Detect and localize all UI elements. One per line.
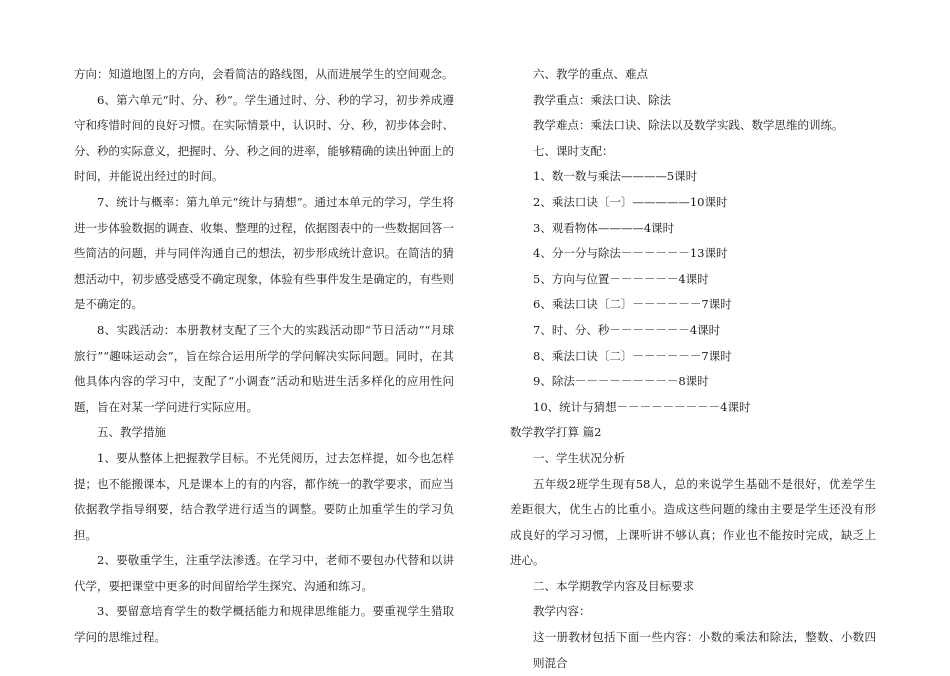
heading-teaching-measures: 五、教学措施 (97, 425, 166, 440)
schedule-item: 8、乘法口诀〔二〕－－－－－－7课时 (533, 348, 732, 363)
schedule-item: 10、统计与猜想－－－－－－－－－4课时 (533, 399, 751, 414)
heading-student-analysis: 一、学生状况分析 (533, 450, 625, 465)
paragraph-student-analysis: 五年级2班学生现有58人，总的来说学生基础不是很好，优差学生差距很大，优生占的比重小。造成这些问题的缘由主要是学生还没有形成良好的学习习惯，上课听讲不够认真；作业也不能按时完成，缺乏上进心。 (510, 476, 876, 568)
section-title-plan-2: 数学教学打算 篇2 (510, 425, 602, 440)
line-teaching-content: 教学内容： (533, 604, 591, 619)
heading-content-goals: 二、本学期教学内容及目标要求 (533, 578, 694, 593)
schedule-item: 2、乘法口诀〔一〕—————10课时 (533, 194, 728, 209)
paragraph-direction: 方向：知道地图上的方向，会看简洁的路线图，从而进展学生的空间观念。 (74, 67, 454, 81)
schedule-item: 9、除法－－－－－－－－－8课时 (533, 374, 709, 389)
paragraph-measure-1: 1、要从整体上把握教学目标。不光凭阅历，过去怎样提，如今也怎样提；也不能搬课本，凡是课本上的有的内容，都作统一的教学要求，而应当依据教学指导纲要，结合教学进行适当的调整。要防止加重学生的学习负担。 (74, 450, 454, 542)
schedule-item: 4、分一分与除法－－－－－－13课时 (533, 246, 728, 261)
line-key-point: 教学重点：乘法口诀、除法 (533, 92, 671, 107)
paragraph-measure-2: 2、要敬重学生，注重学法渗透。在学习中，老师不要包办代替和以讲代学，要把课堂中更多的时间留给学生探究、沟通和练习。 (74, 553, 454, 593)
schedule-item: 5、方向与位置－－－－－－4课时 (533, 271, 709, 286)
left-column (74, 62, 454, 651)
paragraph-unit-six: 6、第六单元“时、分、秒”。学生通过时、分、秒的学习，初步养成遵守和疼惜时间的良好习惯。在实际情景中，认识时、分、秒，初步体会时、分、秒的实际意义，把握时、分、秒之间的进率，能够精确的读出钟面上的时间，并能说出经过的时间。 (74, 92, 454, 184)
heading-key-points: 六、教学的重点、难点 (533, 67, 648, 81)
right-column (510, 62, 876, 676)
heading-lesson-schedule: 七、课时支配： (533, 143, 614, 158)
schedule-item: 1、数一数与乘法————5课时 (533, 169, 698, 184)
paragraph-statistics: 7、统计与概率：第九单元“统计与猜想”。通过本单元的学习，学生将进一步体验数据的调查、收集、整理的过程，依据图表中的一些数据回答一些简洁的问题，并与同伴沟通自己的想法，初步形成统计意识。在简洁的猜想活动中，初步感受感受不确定现象，体验有些事件发生是确定的，有些则是不确定的。 (74, 194, 454, 312)
schedule-item: 7、时、分、秒－－－－－－－4课时 (533, 322, 721, 337)
paragraph-measure-3: 3、要留意培育学生的数学概括能力和规律思维能力。要重视学生猎取学问的思维过程。 (74, 604, 454, 645)
paragraph-practice: 8、实践活动：本册教材支配了三个大的实践活动即“节日活动”“月球旅行”“趣味运动会”，旨在综合运用所学的学问解决实际问题。同时，在其他具体内容的学习中，支配了“小调查”活动和贴进生活多样化的应用性问题，旨在对某一学问进行实际应用。 (74, 322, 454, 414)
schedule-item: 3、观看物体————4课时 (533, 220, 675, 235)
paragraph-textbook-content: 这一册教材包括下面一些内容：小数的乘法和除法，整数、小数四则混合 (533, 630, 876, 670)
line-difficulty: 教学难点：乘法口诀、除法以及数学实践、数学思维的训练。 (533, 118, 844, 133)
schedule-item: 6、乘法口诀〔二〕－－－－－－7课时 (533, 297, 732, 312)
